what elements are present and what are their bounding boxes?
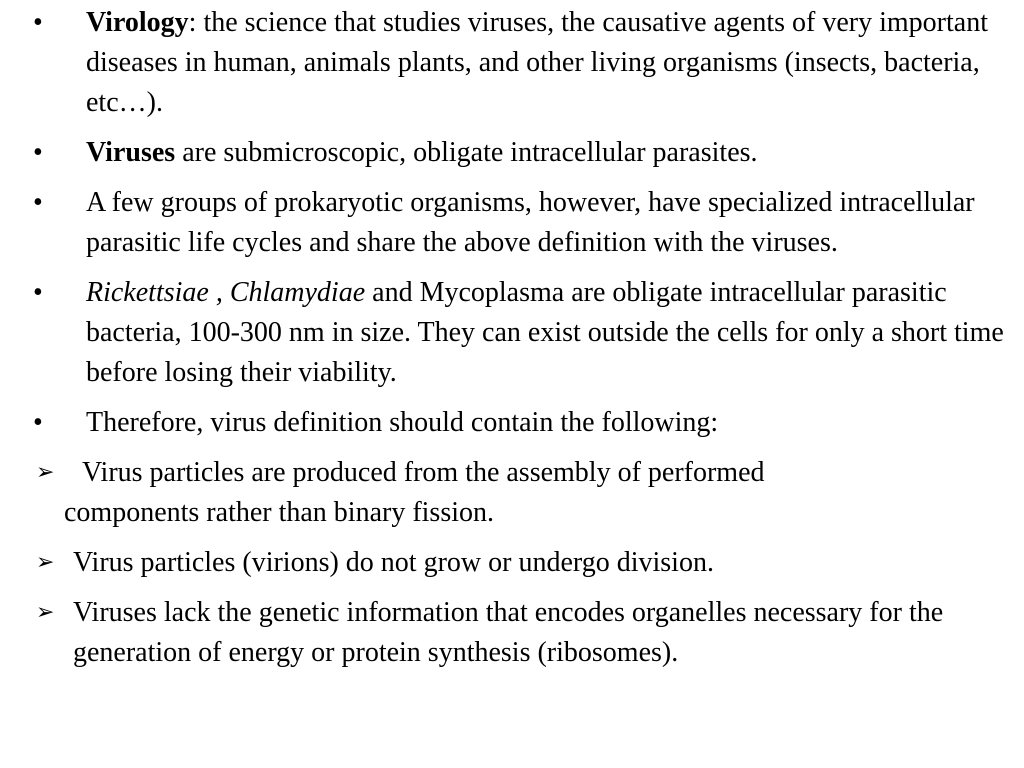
list-item-prokaryotes (0, 183, 1024, 263)
point-assembly (0, 453, 1024, 533)
bullet-icon: • (33, 407, 43, 438)
point-text: Viruses lack the genetic information that encodes organelles necessary for the generation of energy or protein synthesis (ribosomes). (73, 597, 944, 668)
point-no-organelles (0, 593, 1024, 673)
bullet-icon: • (33, 137, 43, 168)
item-text: Therefore, virus definition should contain the following: (86, 407, 719, 438)
arrow-bullet-icon: ➢ (36, 550, 55, 575)
item-text (86, 7, 988, 118)
arrow-bullet-icon: ➢ (36, 600, 55, 625)
bullet-icon: • (33, 7, 43, 38)
list-item-definition-intro (0, 403, 1024, 443)
item-text (86, 277, 1004, 388)
item-text: A few groups of prokaryotic organisms, however, have specialized intracellular parasitic life cycles and share the above definition with the viruses. (86, 187, 975, 258)
definition-virology: : the science that studies viruses, the causative agents of very important diseases in human, animals plants, and other living organisms (insects, bacteria, etc…). (86, 7, 988, 118)
term-virology: Virology (86, 7, 189, 38)
point-no-growth (0, 543, 1024, 583)
point-text-line1: Virus particles are produced from the assembly of performed (82, 457, 765, 488)
arrow-bullet-icon: ➢ (36, 460, 55, 485)
list-item-virology (0, 3, 1024, 123)
list-item-rickettsiae (0, 273, 1024, 393)
genus-names: Rickettsiae , Chlamydiae (86, 277, 366, 308)
point-text-line2: components rather than binary fission. (64, 497, 495, 528)
definition-viruses: are submicroscopic, obligate intracellular parasites. (175, 137, 758, 168)
content-list (0, 3, 1024, 683)
term-viruses: Viruses (86, 137, 176, 168)
bullet-icon: • (33, 187, 43, 218)
bullet-icon: • (33, 277, 43, 308)
rickettsiae-description: and Mycoplasma are obligate intracellular parasitic bacteria, 100-300 nm in size. They can exist outside the cells for only a short time before losing their viability. (86, 277, 1004, 388)
list-item-viruses (0, 133, 1024, 173)
point-text: Virus particles (virions) do not grow or undergo division. (73, 547, 714, 578)
item-text (86, 137, 758, 168)
